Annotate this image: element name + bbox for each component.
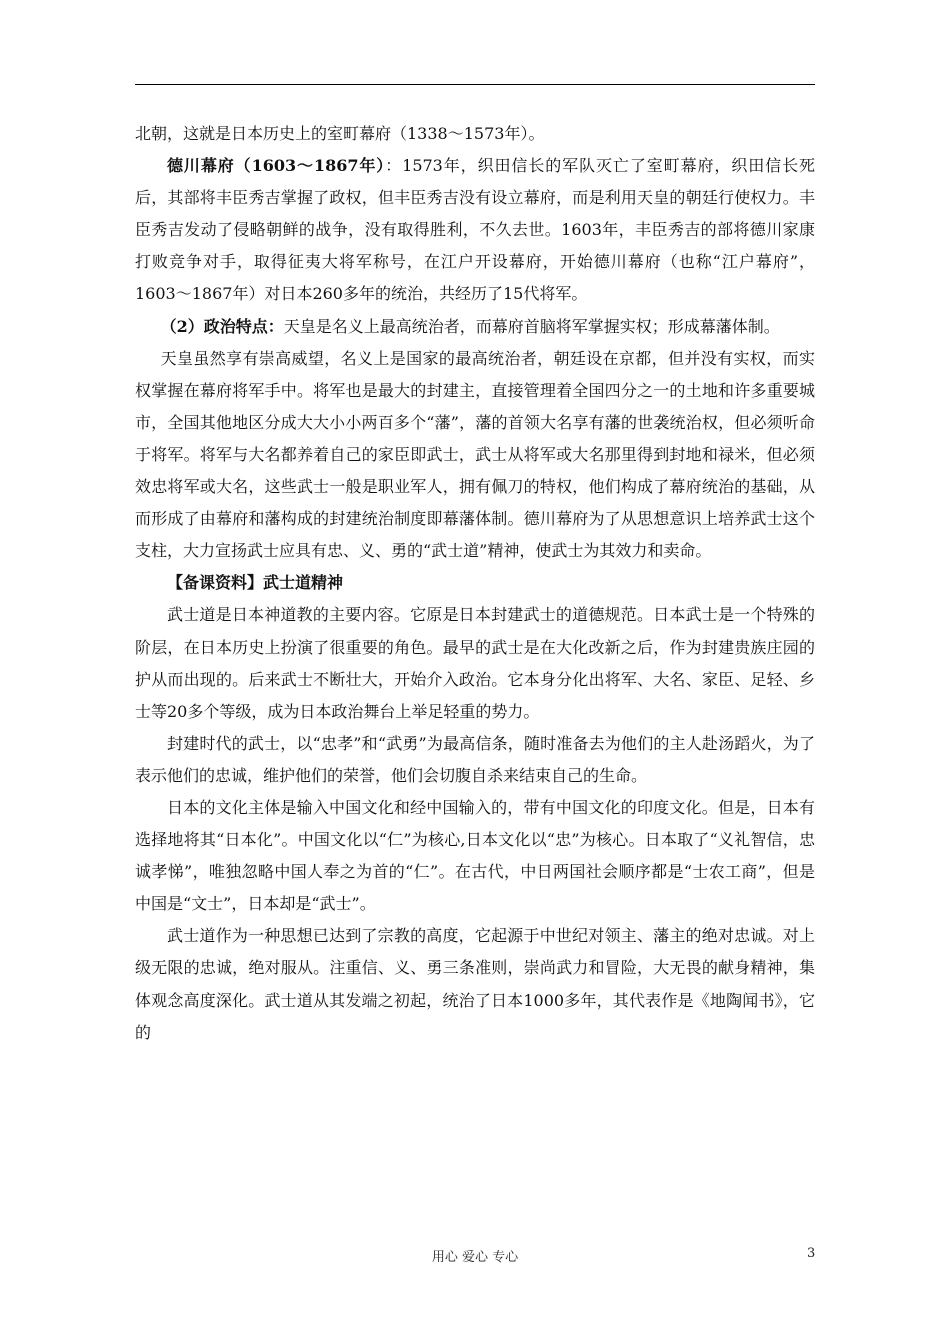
page-number: 3	[807, 1246, 816, 1261]
paragraph-heading: （2）政治特点：	[160, 316, 284, 336]
section-heading: 【备课资料】武士道精神	[167, 573, 344, 593]
section-heading-bushido	[135, 567, 815, 599]
paragraph-bushido-religion: 武士道作为一种思想已达到了宗教的高度，它起源于中世纪对领主、藩主的绝对忠诚。对上级无限的忠诚，绝对服从。注重信、义、勇三条准则，崇尚武力和冒险，大无畏的献身精神，集体观念高度深化。武士道从其发端之初起，统治了日本1000多年，其代表作是《地陶闻书》，它的	[135, 926, 815, 1042]
paragraph-feudal-samurai: 封建时代的武士，以“忠孝”和“武勇”为最高信条，随时准备去为他们的主人赴汤蹈火，为了表示他们的忠诚，维护他们的荣誉，他们会切腹自杀来结束自己的生命。	[135, 733, 815, 785]
header-rule	[135, 84, 815, 85]
paragraph-text: 天皇是名义上最高统治者，而幕府首脑将军掌握实权；形成幕藩体制。	[283, 316, 780, 336]
paragraph-heading: 德川幕府（1603～1867年）	[167, 156, 386, 176]
paragraph-tokugawa	[135, 150, 815, 310]
paragraph-emperor: 天皇虽然享有崇高威望，名义上是国家的最高统治者，朝廷设在京都，但并没有实权，而实权掌握在幕府将军手中。将军也是最大的封建主，直接管理着全国四分之一的土地和许多重要城市，全国其他地区分成大大小小两百多个“藩”，藩的首领大名享有藩的世袭统治权，但必须听命于将军。将军与大名都养着自己的家臣即武士，武士从将军或大名那里得到封地和禄米，但必须效忠将军或大名，这些武士一般是职业军人，拥有佩刀的特权，他们构成了幕府统治的基础，从而形成了由幕府和藩构成的封建统治制度即幕藩体制。德川幕府为了从思想意识上培养武士这个支柱，大力宣扬武士应具有忠、义、勇的“武士道”精神，使武士为其效力和卖命。	[135, 348, 815, 561]
paragraph-political-features	[135, 311, 815, 343]
paragraph-text: ：1573年，织田信长的军队灭亡了室町幕府，织田信长死后，其部将丰臣秀吉掌握了政权，但丰臣秀吉没有设立幕府，而是利用天皇的朝廷行使权力。丰臣秀吉发动了侵略朝鲜的战争，没有取得胜利，不久去世。1603年，丰臣秀吉的部将德川家康打败竞争对手，取得征夷大将军称号，在江户开设幕府，开始德川幕府（也称“江户幕府”，1603～1867年）对日本260多年的统治，共经历了15代将军。	[135, 156, 815, 304]
document-body	[135, 118, 815, 1049]
paragraph-japanese-culture: 日本的文化主体是输入中国文化和经中国输入的，带有中国文化的印度文化。但是，日本有选择地将其“日本化”。中国文化以“仁”为核心,日本文化以“忠”为核心。日本取了“义礼智信，忠诚孝悌”，唯独忽略中国人奉之为首的“仁”。在古代，中日两国社会顺序都是“士农工商”，但是中国是“文士”，日本却是“武士”。	[135, 797, 815, 914]
paragraph-bushido-intro: 武士道是日本神道教的主要内容。它原是日本封建武士的道德规范。日本武士是一个特殊的阶层，在日本历史上扮演了很重要的角色。最早的武士是在大化改新之后，作为封建贵族庄园的护从而出现的。后来武士不断壮大，开始介入政治。它本身分化出将军、大名、家臣、足轻、乡士等20多个等级，成为日本政治舞台上举足轻重的势力。	[135, 605, 815, 721]
paragraph-continuation: 北朝，这就是日本历史上的室町幕府（1338～1573年）。	[135, 124, 545, 143]
page-footer: 用心 爱心 专心	[431, 1250, 519, 1265]
